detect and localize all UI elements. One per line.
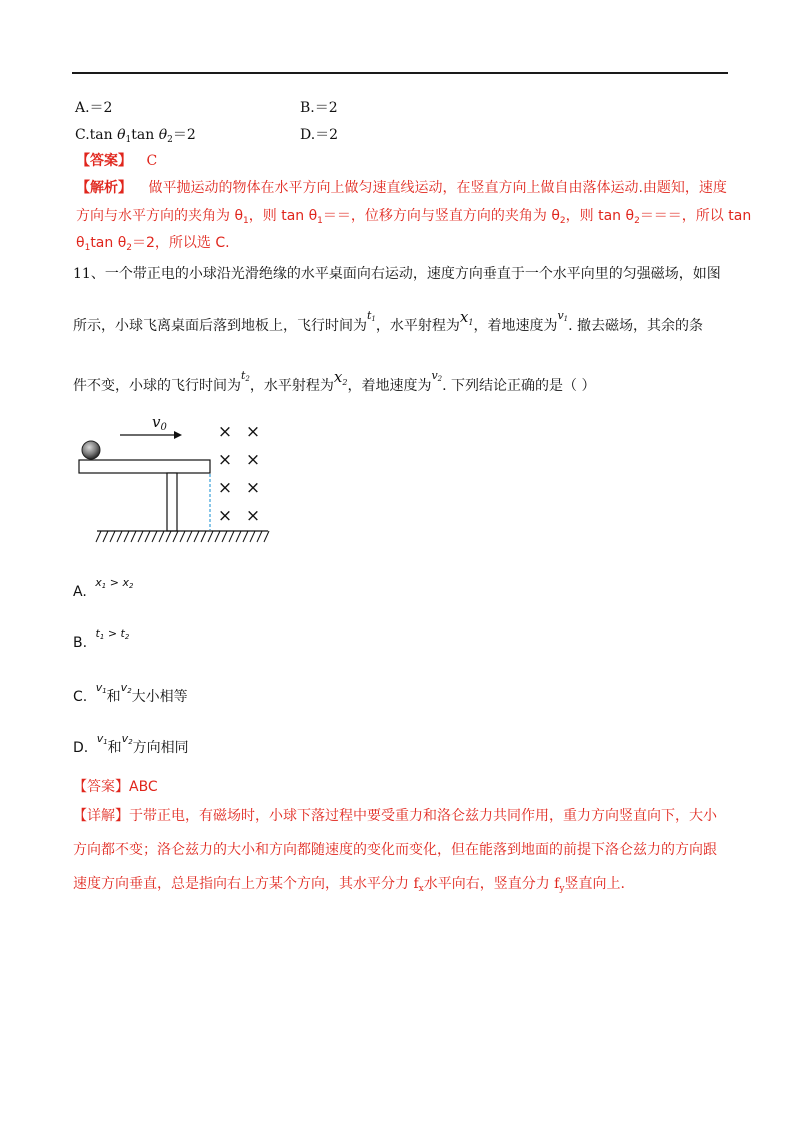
field-cross: × <box>217 422 233 442</box>
q11-stem-line-3: 件不变，小球的飞行时间为$^{t2}$，水平射程为$x_2$，着地速度为$^{v2}$. 下列结论正确的是（ ） <box>73 368 596 394</box>
field-cross: × <box>245 422 261 442</box>
floor-hatching <box>96 531 269 542</box>
stem-seg: ，水平射程为 <box>375 318 460 334</box>
q11-stem-line-1: 11、一个带正电的小球沿光滑绝缘的水平桌面向右运动，速度方向垂直于一个水平向里的匀强磁场，如图 <box>73 266 721 282</box>
q11-option-d: D. $^{v1}$和$^{v2}$方向相同 <box>73 732 189 756</box>
field-cross: × <box>217 478 233 498</box>
stem-seg: ，水平射程为 <box>249 378 334 394</box>
stem-seg: 所示，小球飞离桌面后落到地板上，飞行时间为 <box>73 318 367 334</box>
analysis-seg: ，则 tan θ <box>248 208 318 224</box>
analysis-tag: 【解析】 <box>76 180 132 196</box>
stem-seg: ，着地速度为 <box>473 318 558 334</box>
q11-answer: 【答案】ABC <box>73 779 158 795</box>
field-cross: × <box>245 506 261 526</box>
q10-analysis-line-3: $\theta_1\tan$ $\theta_2=2$，所以选 C. <box>76 235 230 253</box>
q11-option-b: B. $^{t1 > t2}$ <box>73 627 130 651</box>
q10-analysis-line-1 <box>76 177 727 197</box>
q10-option-b: B.＝2 <box>300 100 338 116</box>
answer-value: C <box>146 153 158 169</box>
analysis-seg: 方向与水平方向的夹角为 θ <box>76 208 244 224</box>
table-leg <box>167 473 177 531</box>
header-rule <box>72 72 728 74</box>
magnetic-field-crosses <box>218 422 260 526</box>
q11-detail-line-3: 速度方向垂直，总是指向右上方某个方向，其水平分力 $f_x$水平向右，竖直分力 $f_y$竖直向上. <box>73 876 625 894</box>
q10-option-c: C.tan $\theta_1\tan$ $\theta_2=2$ <box>75 127 196 145</box>
q10-option-d: D.＝2 <box>300 127 339 143</box>
ball <box>82 441 100 459</box>
stem-seg: ，着地速度为 <box>347 378 432 394</box>
velocity-label: $v_0$ <box>152 413 167 433</box>
field-cross: × <box>217 450 233 470</box>
analysis-seg: ＝2，所以选 C. <box>132 235 230 251</box>
analysis-seg: ，则 tan θ <box>565 208 635 224</box>
detail-text: 于带正电，有磁场时，小球下落过程中要受重力和洛仑兹力共同作用，重力方向竖直向下，大小 <box>129 808 717 824</box>
analysis-seg: ＝＝，位移方向与竖直方向的夹角为 θ <box>322 208 560 224</box>
q10-option-a: A.＝2 <box>75 100 113 116</box>
q11-option-c: C. $^{v1}$和$^{v2}$大小相等 <box>73 681 188 705</box>
stem-seg: . 下列结论正确的是（ ） <box>442 378 596 394</box>
analysis-seg: ＝＝＝，所以 tan <box>639 208 752 224</box>
table-top <box>79 460 210 473</box>
q10-analysis-line-2: 方向与水平方向的夹角为 $\theta_1$，则 $\tan \theta_1==$，位移方向与竖直方向的夹角为 $\theta_2$，则 $\tan \theta_2===$，所以 tan <box>76 208 752 226</box>
detail-tag: 【详解】 <box>73 808 129 824</box>
q11-detail-line-1 <box>73 805 717 825</box>
field-cross: × <box>245 478 261 498</box>
stem-seg: 件不变，小球的飞行时间为 <box>73 378 241 394</box>
q11-option-a: A. $^{x1 > x2}$ <box>73 576 134 600</box>
analysis-seg: θ <box>76 235 85 251</box>
field-cross: × <box>217 506 233 526</box>
analysis-seg: tan θ <box>90 235 127 251</box>
stem-seg: . 撤去磁场，其余的条 <box>568 318 704 334</box>
q11-stem-line-2: 所示，小球飞离桌面后落到地板上，飞行时间为$^{t1}$，水平射程为$x_1$，着地速度为$^{v1}$. 撤去磁场，其余的条 <box>73 308 704 334</box>
velocity-arrowhead <box>174 431 182 439</box>
magnetic-field-figure <box>70 410 290 550</box>
field-cross: × <box>245 450 261 470</box>
analysis-text: 做平抛运动的物体在水平方向上做匀速直线运动，在竖直方向上做自由落体运动.由题知，速度 <box>148 180 727 196</box>
q11-detail-line-2: 方向都不变；洛仑兹力的大小和方向都随速度的变化而变化，但在能落到地面的前提下洛仑兹力的方向跟 <box>73 842 717 858</box>
answer-tag: 【答案】 <box>76 153 132 169</box>
q10-answer <box>76 150 157 170</box>
